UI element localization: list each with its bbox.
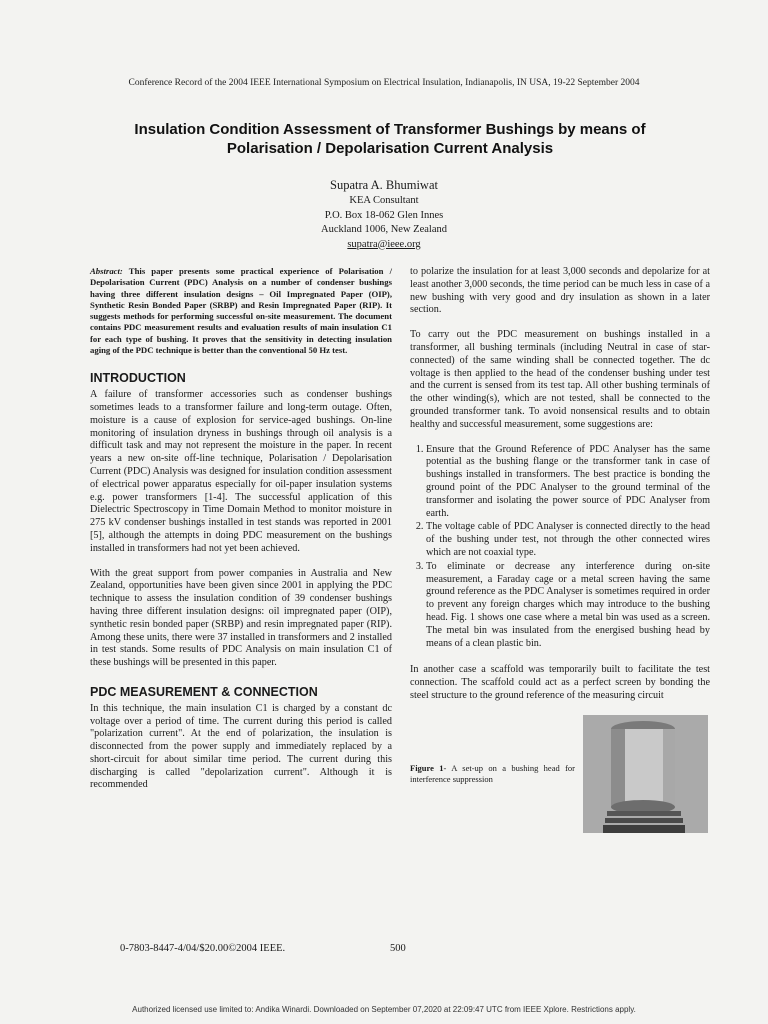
right-paragraph-1: to polarize the insulation for at least 3,000 seconds and depolarize for at least another 3,000 seconds, the time period can be much less in case of a new bushing with very good and dry insulation as shown in a later section. (410, 266, 710, 316)
author-org: KEA Consultant (349, 195, 419, 206)
abstract-text: This paper presents some practical experience of Polarisation / Depolarisation Current (PDC) Analysis on a number of condenser bushings having three different insulation designs – Oil Impregnated Paper (OIP), Synthetic Resin Bonded Paper (SRBP) and Resin Impregnated Paper (RIP). It suggests methods for performing successful on-site measurement. The document contains PDC measurement results and evaluation results of main insulation C1 for each type of bushing. It proves that the sensitivity in detecting insulation aging of the PDC technique is better than the conventional 50 Hz test. (90, 266, 392, 356)
pdc-paragraph-1: In this technique, the main insulation C1 is charged by a constant dc voltage over a period of time. The current during this period is called "polarization current". At the end of polarization, the insulation is disconnected from the power supply and immediately replaced by a short-circuit for about similar time period. The current during this discharging is called "depolarization current". Although it is recommended (90, 702, 392, 791)
footer-isbn: 0-7803-8447-4/04/$20.00©2004 IEEE. (120, 943, 286, 954)
abstract-label: Abstract: (90, 266, 123, 276)
right-column (410, 266, 710, 833)
figure-1 (410, 715, 710, 833)
author-email-link[interactable]: supatra@ieee.org (347, 238, 421, 250)
suggestions-list (410, 444, 710, 651)
abstract (90, 266, 392, 356)
list-item: 1. Ensure that the Ground Reference of PDC Analyser has the same potential as the bushing flange or the transformer tank in case of bushings installed in transformers. The best practice is bonding the ground point of the PDC Analyser to the ground terminal of the transformer and isolating the power source of PDC Analyser from earth. (426, 444, 710, 521)
title-line-1: Insulation Condition Assessment of Transformer Bushings by means of (134, 121, 646, 138)
figure-label: Figure 1 (410, 762, 444, 773)
figure-caption-text: - A set-up on a bushing head for interference suppression (410, 762, 575, 784)
left-column (90, 266, 392, 804)
figure-caption (410, 763, 575, 833)
conference-header: Conference Record of the 2004 IEEE International Symposium on Electrical Insulation, Indianapolis, IN USA, 19-22 September 2004 (128, 78, 640, 88)
bushing-photo (583, 715, 708, 833)
list-item: 2. The voltage cable of PDC Analyser is connected directly to the head of the bushing under test, not through the other connected wires which are not coaxial type. (426, 521, 710, 559)
authorization-notice: Authorized licensed use limited to: Andika Winardi. Downloaded on September 07,2020 at 22:09:47 UTC from IEEE Xplore. Restrictions apply. (132, 1005, 636, 1014)
introduction-paragraph-1: A failure of transformer accessories such as condenser bushings sometimes leads to a transformer failure and long-term outage. Often, moisture is a cause of explosion for service-aged bushings. On-line monitoring of insulation dryness in bushings through oil analysis is a difficult task and may not represent the moisture in the paper. In recent years a new on-site off-line technique, Polarisation / Depolarisation Current (PDC) Analysis was designed for insulation condition assessment of electrical power apparatus especially for oil-paper insulation systems e.g. power transformers [1-4]. The successful application of this Dielectric Spectroscopy in Time Domain Method to monitor moisture in 275 kV condenser bushings installed in test stands was reported in 2001 [5], although the attempts in doing PDC measurement on the bushings installed in transformers had not yet been achieved. (90, 389, 392, 554)
right-paragraph-2: To carry out the PDC measurement on bushings installed in a transformer, all bushing terminals (including Neutral in case of star-connected) of the same winding shall be connected together. The dc voltage is then applied to the head of the condenser bushing under test and the current is sensed from its test tap. All other bushing terminals of the other winding(s), which are not tested, shall be connected to the grounded transformer tank. To avoid nonsensical results and to obtain healthy and successful measurement, some suggestions are: (410, 329, 710, 430)
introduction-paragraph-2: With the great support from power companies in Australia and New Zealand, opportunities have been given since 2001 in applying the PDC technique to assess the insulation condition of 39 condenser bushings having three different insulation designs: oil impregnated paper (OIP), synthetic resin bonded paper (SRBP) and resin impregnated paper (RIP). Among these units, there were 37 installed in transformers and 2 installed in test stands. Some results of PDC Analysis on main insulation C1 of these bushings will be presented in this paper. (90, 567, 392, 669)
page-number: 500 (390, 943, 406, 954)
title-line-2: Polarisation / Depolarisation Current Analysis (226, 140, 554, 157)
author-address-1: P.O. Box 18-062 Glen Innes (324, 209, 444, 221)
paper-title (70, 120, 710, 158)
author-name: Supatra A. Bhumiwat (330, 178, 438, 192)
right-paragraph-3: In another case a scaffold was temporarily built to facilitate the test connection. The scaffold could act as a perfect screen by bonding the steel structure to the ground reference of the measuring circuit (410, 664, 710, 701)
introduction-heading: INTRODUCTION (90, 371, 186, 386)
author-address-2: Auckland 1006, New Zealand (321, 224, 447, 235)
author-affiliation (0, 194, 768, 252)
pdc-heading: PDC MEASUREMENT & CONNECTION (90, 684, 318, 699)
list-item: 3. To eliminate or decrease any interference during on-site measurement, a Faraday cage or a metal screen having the same ground reference as the PDC Analyser is sometimes required in order to prevent any foreign charges which may introduce to the bushing head. Fig. 1 shows one case where a metal bin was used as a screen. The metal bin was insulated from the energised bushing head by means of a clean plastic bin. (426, 561, 710, 651)
